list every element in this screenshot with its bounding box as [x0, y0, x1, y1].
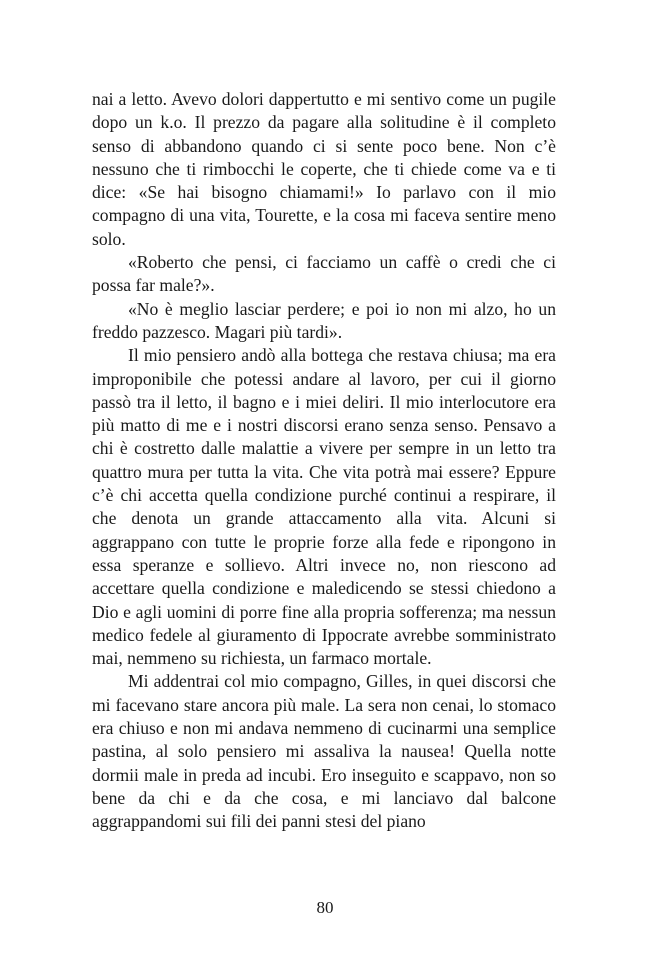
paragraph-5: Mi addentrai col mio compagno, Gilles, in quei discorsi che mi facevano stare ancora più male. La sera non cenai, lo stomaco era chiuso e non mi andava nemmeno di cucinarmi una semplice pastina, al solo pensiero mi assaliva la nausea! Quella notte dormii male in preda ad incubi. Ero inseguito e scappavo, non so bene da chi e da che cosa, e mi lanciavo dal balcone aggrappandomi sui fili dei panni stesi del piano	[92, 671, 556, 832]
body-text	[92, 88, 556, 834]
paragraph-2: «Roberto che pensi, ci facciamo un caffè o credi che ci possa far male?».	[92, 252, 556, 296]
page-number: 80	[316, 898, 334, 917]
paragraph-3: «No è meglio lasciar perdere; e poi io non mi alzo, ho un freddo pazzesco. Magari più tardi».	[92, 298, 556, 342]
paragraph-4: Il mio pensiero andò alla bottega che restava chiusa; ma era improponibile che potessi andare al lavoro, per cui il giorno passò tra il letto, il bagno e i miei deliri. Il mio interlocutore era più matto di me e i nostri discorsi erano senza senso. Pensavo a chi è costretto dalle malattie a vivere per sempre in un letto tra quattro mura per tutta la vita. Che vita potrà mai essere? Eppure c’è chi accetta quella condizione purché continui a respirare, il che denota un grande attaccamento alla vita. Alcuni si aggrappano con tutte le proprie forze alla fede e ripongono in essa speranze e sollievo. Altri invece no, non riescono ad accettare quella condizione e maledicendo se stessi chiedono a Dio e agli uomini di porre fine alla propria sofferenza; ma nessun medico fedele al giuramento di Ippocrate avrebbe somministrato mai, nemmeno su richiesta, un farmaco mortale.	[92, 345, 556, 669]
paragraph-1: nai a letto. Avevo dolori dappertutto e mi sentivo come un pugile dopo un k.o. Il prezzo da pagare alla solitudine è il completo senso di abbandono quando ci si sente poco bene. Non c’è nessuno che ti rimbocchi le coperte, che ti chiede come va e ti dice: «Se hai bisogno chiamami!» Io parlavo con il mio compagno di una vita, Tourette, e la cosa mi faceva sentire meno solo.	[92, 89, 556, 249]
